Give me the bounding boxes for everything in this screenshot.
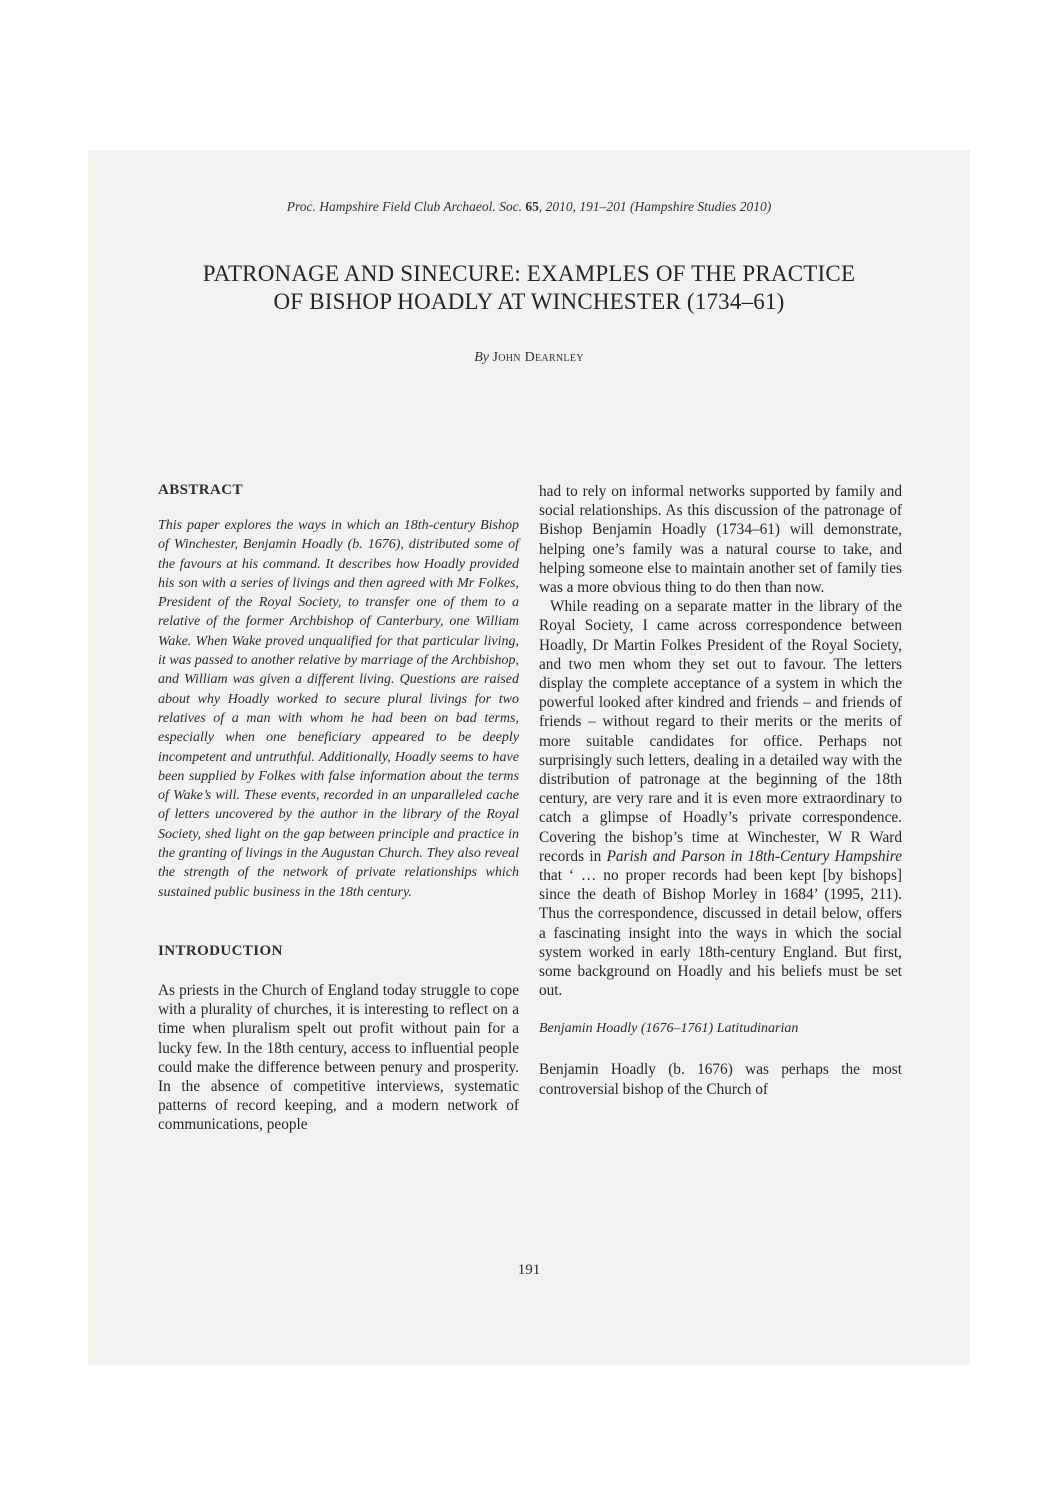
abstract-heading: ABSTRACT xyxy=(158,482,243,498)
journal-volume: 65 xyxy=(525,199,539,214)
reading-paragraph-start: While reading on a separate matter in the library of the Royal Society, I came across correspondence between Hoadly, Dr Martin Folkes President of the Royal Society, and two men whom they set out to favour. The letters display the complete acceptance of a system in which the powerful looked after kindred and friends – and friends of friends – without regard to their merits or the merits of more suitable candidates for office. Perhaps not surprisingly such letters, dealing in a detailed way with the distribution of patronage at the beginning of the 18th century, are very rare and it is even more extraordinary to catch a glimpse of Hoadly’s private correspondence. Covering the bishop’s time at Winchester, W R Ward records in xyxy=(539,598,902,865)
introduction-heading: INTRODUCTION xyxy=(158,942,283,959)
page-number: 191 xyxy=(517,1262,541,1278)
byline xyxy=(0,350,1058,366)
right-column xyxy=(539,482,902,1099)
journal-name: Proc. Hampshire Field Club Archaeol. Soc. xyxy=(286,199,522,214)
journal-citation xyxy=(0,199,1058,215)
left-column xyxy=(158,482,519,1135)
hoadly-paragraph: Benjamin Hoadly (b. 1676) was perhaps the most controversial bishop of the Church of xyxy=(539,1061,902,1098)
abstract-text: This paper explores the ways in which an 18th-century Bishop of Winchester, Benjamin Hoadly (b. 1676), distributed some of the favours at his command. It describes how Hoadly provided his son with a series of livings and then agreed with Mr Folkes, President of the Royal Society, to transfer one of them to a relative of the former Archbishop of Canterbury, one William Wake. When Wake proved unqualified for that particular living, it was passed to another relative by marriage of the Archbishop, and William was given a different living. Questions are raised about why Hoadly worked to secure plural livings for two relatives of a man with whom he had been on bad terms, especially when one beneficiary appeared to be deeply incompetent and untruthful. Additionally, Hoadly seems to have been supplied by Folkes with false information about the terms of Wake’s will. These events, recorded in an unparalleled cache of letters uncovered by the author in the library of the Royal Society, shed light on the gap between principle and practice in the granting of livings in the Augustan Church. They also reveal the strength of the network of private relationships which sustained public business in the 18th century. xyxy=(158,518,519,900)
section-subheading: Benjamin Hoadly (1676–1761) Latitudinarian xyxy=(539,1021,799,1037)
reading-paragraph-end: that ‘ … no proper records had been kept [by bishops] since the death of Bishop Morley in 1684’ (1995, 211). Thus the correspondence, discussed in detail below, offers a fascinating insight into the ways in which the social system worked in early 18th-century England. But first, some background on Hoadly and his beliefs must be set out. xyxy=(539,867,902,1000)
article-title xyxy=(0,260,1058,316)
continued-paragraph: had to rely on informal networks supported by family and social relationships. As this discussion of the patronage of Bishop Benjamin Hoadly (1734–61) will demonstrate, helping one’s family was a natural course to take, and helping someone else to maintain another set of family ties was a more obvious thing to do then than now. xyxy=(539,483,902,597)
author-name: John Dearnley xyxy=(492,350,584,365)
byline-by: By xyxy=(474,350,489,365)
reading-paragraph xyxy=(539,597,902,1000)
title-line-1: PATRONAGE AND SINECURE: EXAMPLES OF THE PRACTICE xyxy=(202,261,856,286)
introduction-paragraph: As priests in the Church of England today struggle to cope with a plurality of churches, it is interesting to reflect on a time when pluralism spelt out profit without pain for a lucky few. In the 18th century, access to influential people could make the difference between penury and prosperity. In the absence of competitive interviews, systematic patterns of record keeping, and a modern network of communications, people xyxy=(158,981,519,1134)
title-line-2: OF BISHOP HOADLY AT WINCHESTER (1734–61) xyxy=(273,289,785,314)
book-title: Parish and Parson in 18th-Century Hampshire xyxy=(606,847,902,865)
journal-details: , 2010, 191–201 (Hampshire Studies 2010) xyxy=(538,199,772,214)
